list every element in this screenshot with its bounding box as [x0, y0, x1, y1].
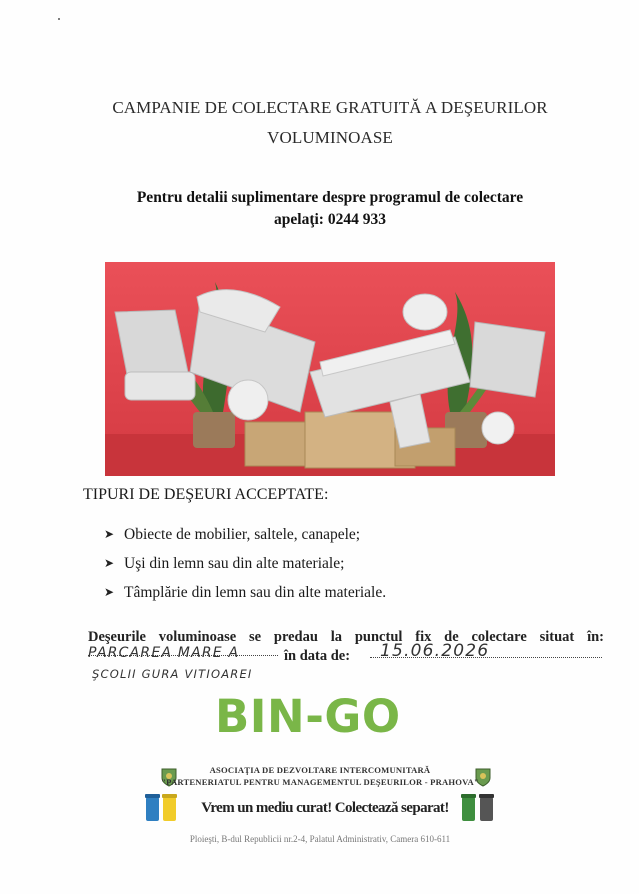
- list-item-text: Tâmplărie din lemn sau din alte materiale.: [124, 583, 387, 601]
- association-address: Ploieşti, B-dul Republicii nr.2-4, Palatul Administrativ, Camera 610-611: [189, 834, 451, 844]
- drop-off-sentence: Deşeurile voluminoase se predau la punctul fix de colectare situat în:: [88, 629, 604, 645]
- list-item: [104, 549, 386, 578]
- furniture-photo: [105, 262, 555, 476]
- list-item-text: Uşi din lemn sau din alte materiale;: [124, 554, 345, 572]
- handwritten-date: 15.06.2026: [380, 641, 490, 661]
- campaign-title-line1: CAMPANIE DE COLECTARE GRATUITĂ A DEŞEURILOR: [112, 98, 548, 117]
- date-label: în data de:: [284, 648, 351, 664]
- arrowhead-bullet-icon: ➤: [104, 585, 115, 599]
- contact-details-line2: apelaţi: 0244 933: [274, 211, 386, 228]
- recycling-bins-icon: [143, 789, 193, 825]
- list-item-text: Obiecte de mobilier, saltele, canapele;: [124, 525, 361, 543]
- arrowhead-bullet-icon: ➤: [104, 556, 115, 570]
- bin-go-logo: BIN-GO: [215, 690, 401, 743]
- drop-off-details-row: [88, 641, 608, 667]
- contact-details-line1: Pentru detalii suplimentare despre programul de colectare: [136, 189, 524, 206]
- accepted-waste-list: [104, 520, 386, 607]
- slogan: Vrem un mediu curat! Colectează separat!: [201, 800, 449, 816]
- campaign-title-line2: VOLUMINOASE: [267, 128, 393, 147]
- arrowhead-bullet-icon: ➤: [104, 527, 115, 541]
- recycling-bins-icon: [456, 789, 506, 825]
- handwritten-place: PARCAREA MARE A: [88, 645, 240, 661]
- scan-speck: [58, 18, 60, 20]
- association-name-line1: ASOCIAŢIA DE DEZVOLTARE INTERCOMUNITARĂ: [209, 765, 431, 775]
- furniture-pile-illustration: [105, 262, 555, 476]
- association-name-line2: "PARTENERIATUL PENTRU MANAGEMENTUL DEŞEURILOR - PRAHOVA": [161, 777, 479, 787]
- handwritten-place-line2: ŞCOLII GURA VITIOAREI: [92, 667, 253, 681]
- list-item: [104, 520, 386, 549]
- list-item: [104, 578, 386, 607]
- accepted-waste-heading: TIPURI DE DEŞEURI ACCEPTATE:: [83, 486, 329, 503]
